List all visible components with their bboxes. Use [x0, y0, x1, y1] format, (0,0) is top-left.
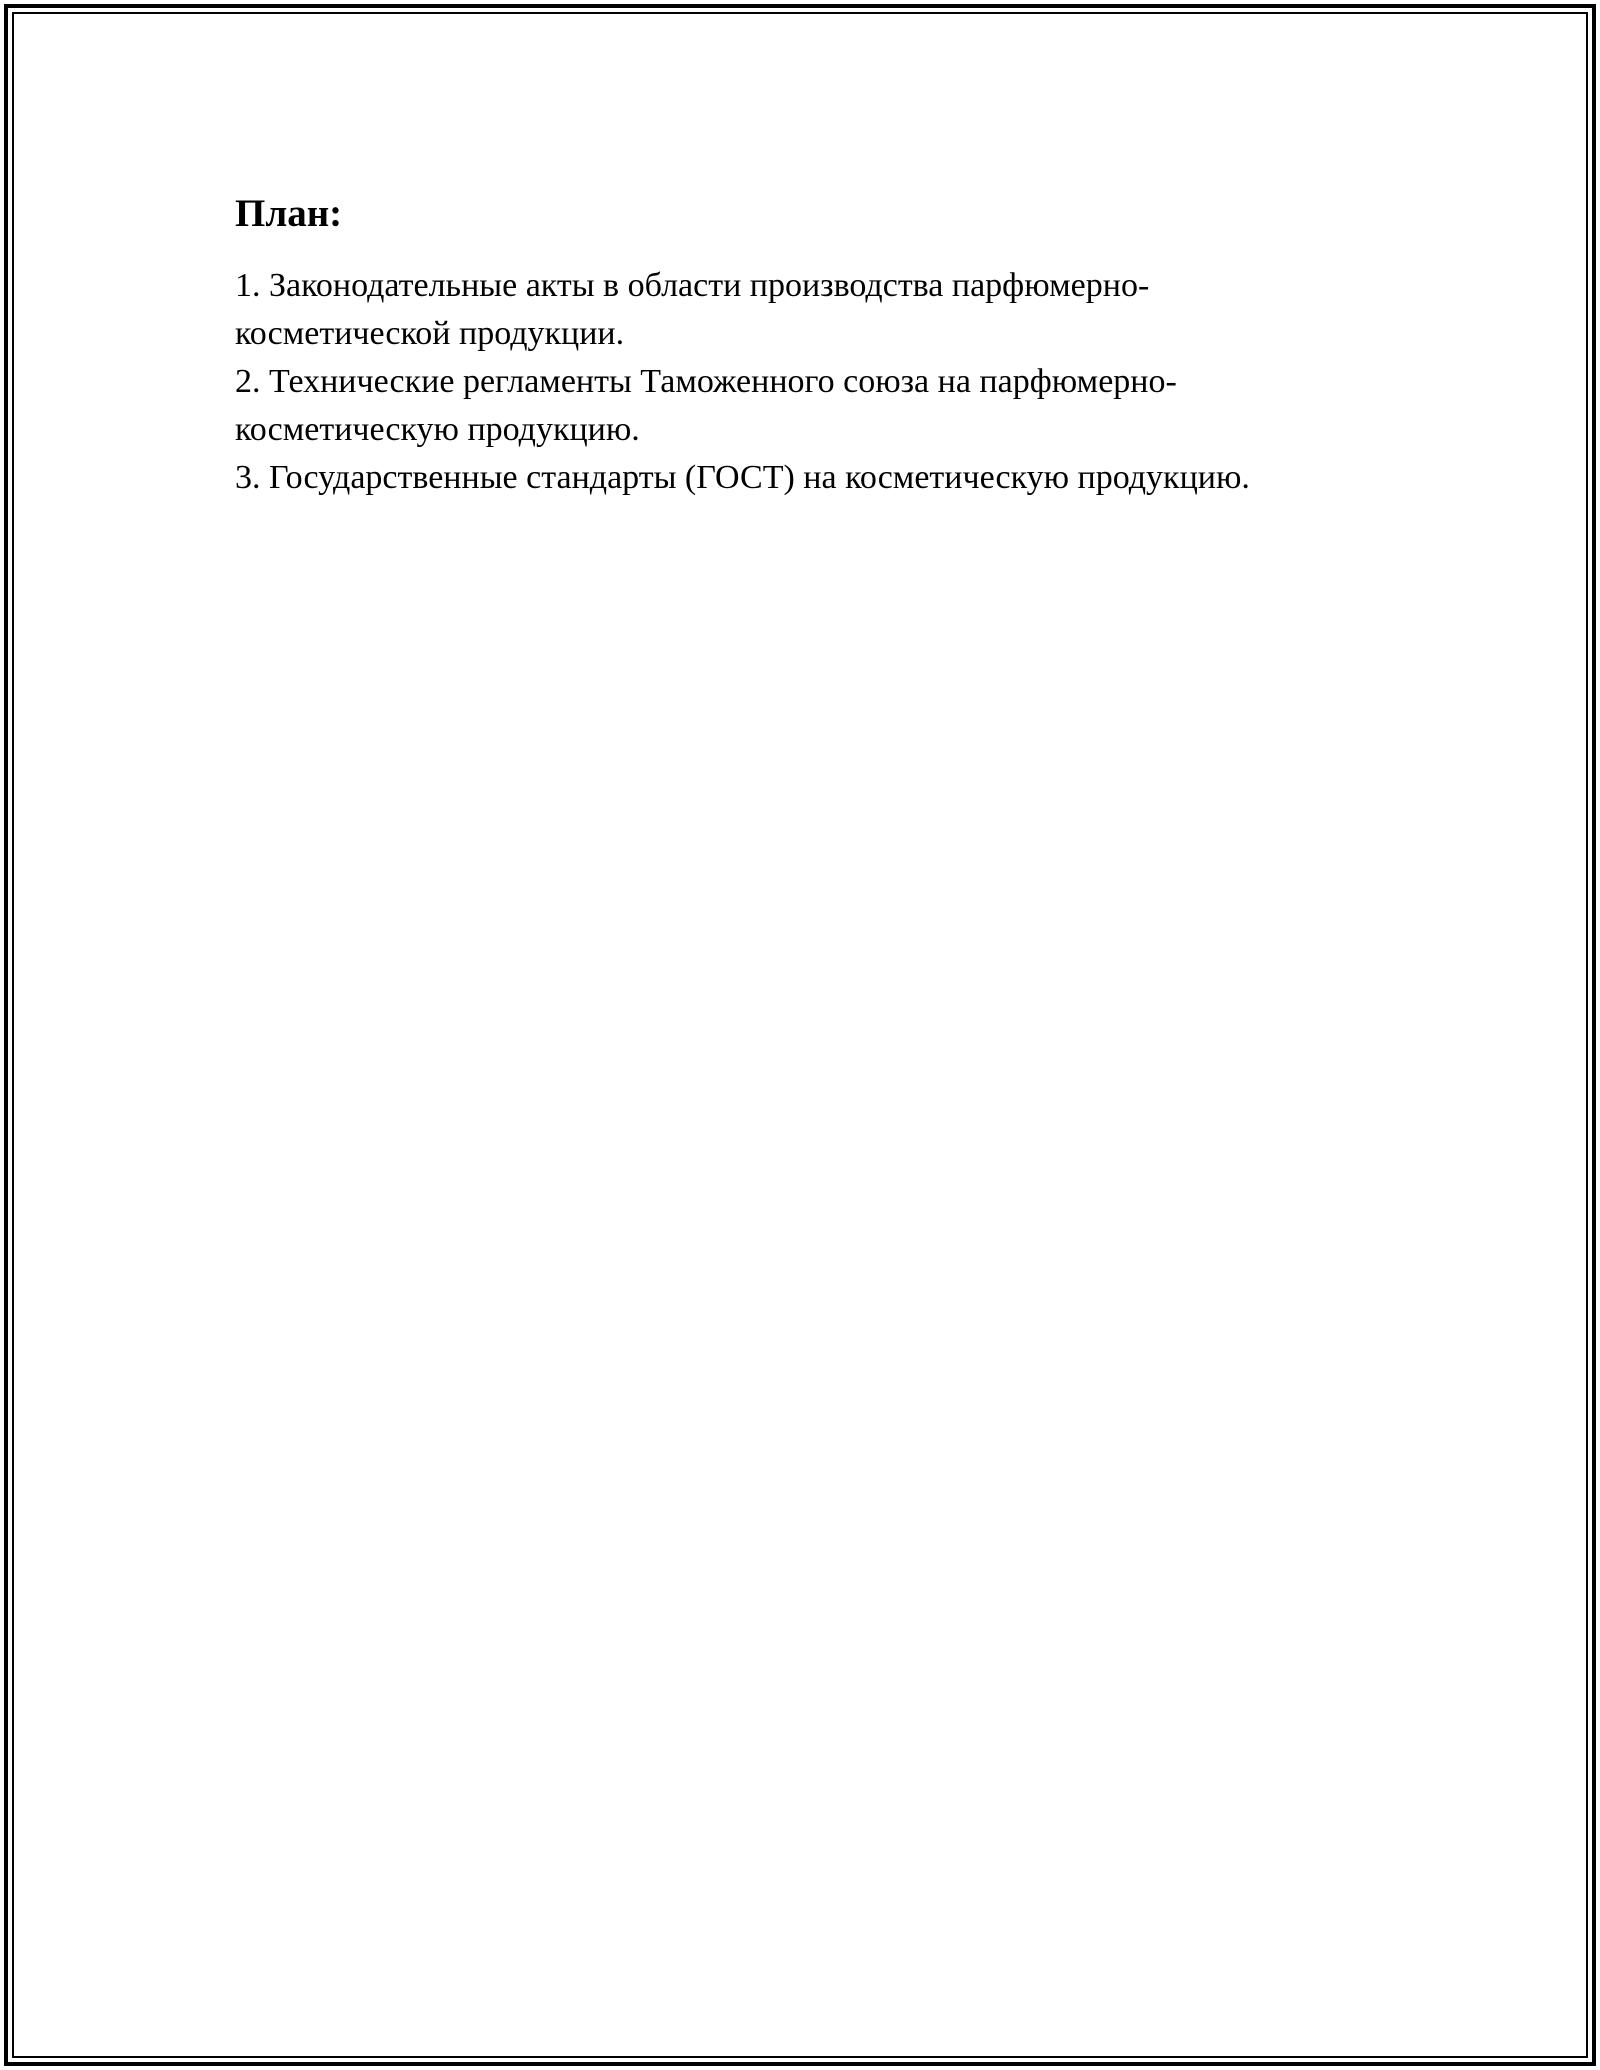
plan-item-line: косметическую продукцию.	[235, 411, 640, 448]
plan-heading: План:	[235, 192, 343, 235]
plan-item-line: 1. Законодательные акты в области производства парфюмерно-	[235, 267, 1150, 304]
plan-item-1	[235, 262, 1435, 358]
document-body	[235, 186, 1435, 502]
plan-list	[235, 262, 1435, 502]
plan-item-line: 2. Технические регламенты Таможенного союза на парфюмерно-	[235, 363, 1177, 400]
plan-item-2	[235, 358, 1435, 454]
plan-item-line: косметической продукции.	[235, 315, 625, 352]
plan-item-line: 3. Государственные стандарты (ГОСТ) на косметическую продукцию.	[235, 459, 1250, 496]
plan-item-3	[235, 454, 1435, 502]
